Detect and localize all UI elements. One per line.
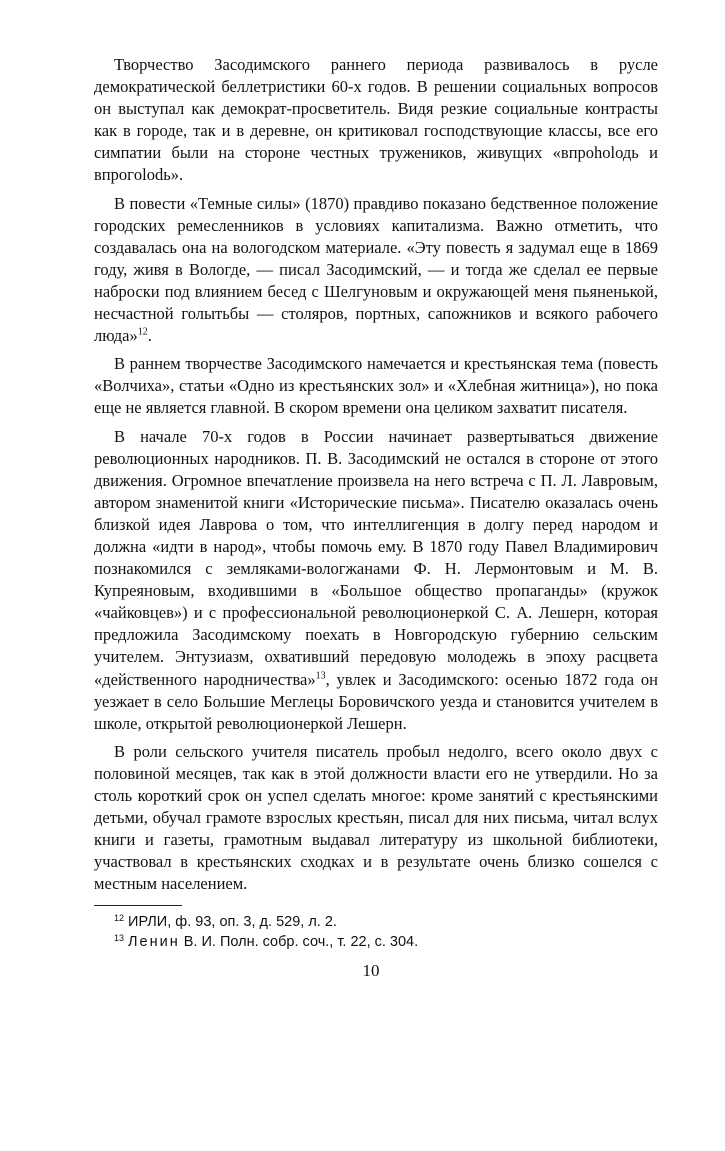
footnote-divider — [94, 905, 182, 906]
paragraph-2 — [94, 193, 658, 348]
footnote-13-text: В. И. Полн. собр. соч., т. 22, с. 304. — [179, 934, 419, 951]
footnote-ref-13[interactable]: 13 — [315, 670, 326, 682]
paragraph-5 — [94, 741, 658, 896]
paragraph-1-text: Творчество Засодимского раннего периода развивалось в русле демократической беллетристики 60-х годов. В решении социальных вопросов он выступал как демократ-просветитель. Видя резкие социальные контрасты как в городе, так и в деревне, он критиковал господствующие классы, все его симпатии были на стороне честных тружеников, живущих «впроholодь и впрогolodь». — [94, 55, 658, 185]
paragraph-4-text: В начале 70-х годов в России начинает развертываться движение революционных народников. П. В. Засодимский не остался в стороне от этого движения. Огромное впечатление произвела на него встреча с П. Л. Лавровым, автором знаменитой книги «Исторические письма». Писателю оказалась очень близкой идея Лаврова о том, что интеллигенция в долгу перед народом и должна «идти в народ», чтобы помочь ему. В 1870 году Павел Владимирович познакомился с земляками-вологжанами Ф. Н. Лермонтовым и М. В. Купреяновым, входившими в «Большое общество пропаганды» (кружок «чайковцев») и с профессиональной революционеркой С. А. Лешерн, которая предложила Засодимскому поехать в Новгородскую губернию сельским учителем. Энтузиазм, охвативший передовую молодежь в эпоху расцвета «действенного народничества» — [94, 426, 658, 689]
page-body — [94, 54, 658, 983]
page-number: 10 — [362, 961, 380, 981]
footnote-13-number: 13 — [114, 932, 125, 943]
paragraph-4 — [94, 426, 658, 735]
footnote-12-number: 12 — [114, 912, 125, 923]
footnote-13-author: Ленин — [128, 934, 180, 951]
footnote-13 — [94, 932, 658, 952]
footnotes — [94, 912, 658, 952]
paragraph-3-text: В раннем творчестве Засодимского намечается и крестьянская тема (повесть «Волчиха», статьи «Одно из крестьянских зол» и «Хлебная житница»), но пока еще не является главной. В скором времени она целиком захватит писателя. — [94, 354, 658, 418]
footnote-12-text: ИРЛИ, ф. 93, оп. 3, д. 529, л. 2. — [128, 914, 337, 931]
paragraph-4-tail: , увлек и Засодимского: осенью 1872 года он уезжает в село Большие Меглецы Боровичского уезда и становится учителем в школе, открытой революционеркой Лешерн. — [94, 669, 658, 733]
paragraph-2-text: В повести «Темные силы» (1870) правдиво показано бедственное положение городских ремесленников в условиях капитализма. Важно отметить, что создавалась она на вологодском материале. «Эту повесть я задумал еще в 1869 году, живя в Вологде, — писал Засодимский, — и тогда же сделал ее первые наброски под влиянием бесед с Шелгуновым и окружающей меня пьяненькой, несчастной голытьбы — столяров, портных, сапожников и всякого рабочего люда» — [94, 193, 658, 346]
footnote-ref-12[interactable]: 12 — [137, 326, 148, 338]
paragraph-1 — [94, 54, 658, 187]
paragraph-3 — [94, 353, 658, 419]
paragraph-5-text: В роли сельского учителя писатель пробыл недолго, всего около двух с половиной месяцев, так как в этой должности власти его не утвердили. Но за столь короткий срок он успел сделать многое: кроме занятий с крестьянскими детьми, обучал грамоте взрослых крестьян, писал для них письма, читал вслух книги и газеты, грамотным выдавал литературу из школьной библиотеки, участвовал в крестьянских сходках и в результате очень близко сошелся с местным населением. — [94, 741, 658, 894]
paragraph-2-tail: . — [147, 326, 152, 346]
footnote-12 — [94, 912, 658, 932]
